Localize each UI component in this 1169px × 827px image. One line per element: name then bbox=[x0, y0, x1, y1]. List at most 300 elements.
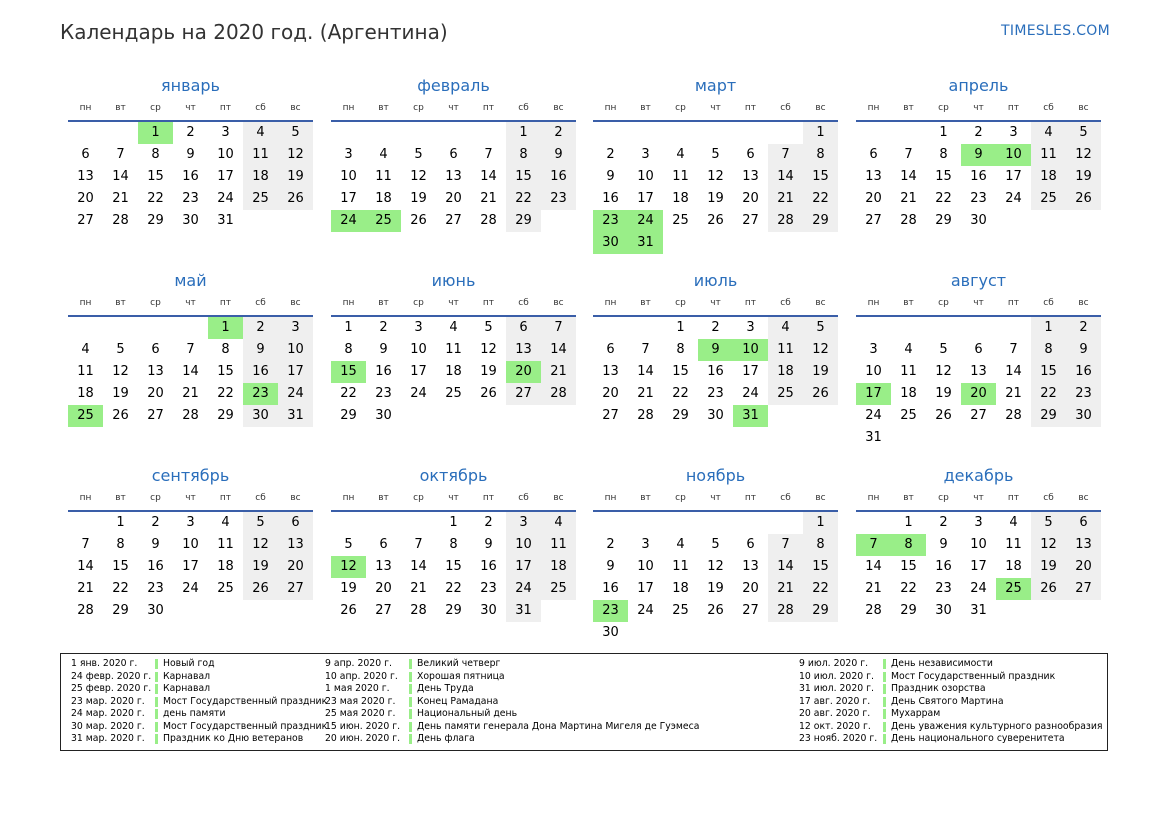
weekday-label: пн bbox=[867, 298, 880, 308]
weekday-label: пн bbox=[342, 493, 355, 503]
day-cell: 15 bbox=[112, 559, 129, 574]
legend-column bbox=[799, 658, 1103, 746]
day-cell: 12 bbox=[803, 339, 838, 361]
holiday-marker bbox=[155, 659, 158, 669]
empty-cell bbox=[768, 122, 803, 144]
weekday-label: чт bbox=[448, 298, 459, 308]
day-cell: 19 bbox=[340, 581, 357, 596]
day-cell: 29 bbox=[935, 213, 952, 228]
legend-date: 20 июн. 2020 г. bbox=[325, 733, 401, 744]
day-cell: 14 bbox=[182, 364, 199, 379]
day-cell: 16 bbox=[182, 169, 199, 184]
weekday-label: чт bbox=[710, 298, 721, 308]
holiday-marker bbox=[155, 697, 158, 707]
weekday-label: сб bbox=[518, 493, 529, 503]
day-cell: 9 bbox=[484, 537, 493, 552]
day-cell: 4 bbox=[676, 147, 685, 162]
legend-row bbox=[325, 733, 699, 746]
day-cell: 12 bbox=[410, 169, 427, 184]
day-cell: 26 bbox=[278, 188, 313, 210]
legend-holiday-name: День национального суверенитета bbox=[891, 733, 1065, 744]
empty-cell bbox=[103, 317, 138, 339]
day-cell: 30 bbox=[602, 625, 619, 640]
day-cell: 1 bbox=[904, 515, 913, 530]
day-cell: 19 bbox=[707, 191, 724, 206]
legend-holiday-name: Великий четверг bbox=[417, 658, 501, 669]
weekday-header bbox=[593, 490, 838, 507]
empty-cell bbox=[436, 122, 471, 144]
day-cell: 4 bbox=[379, 147, 388, 162]
day-cell: 13 bbox=[1066, 534, 1101, 556]
day-cell: 9 bbox=[541, 144, 576, 166]
day-cell: 5 bbox=[243, 512, 278, 534]
day-cell: 27 bbox=[147, 408, 164, 423]
day-cell: 8 bbox=[506, 144, 541, 166]
holiday-day-cell: 7 bbox=[856, 534, 891, 556]
legend-row bbox=[799, 733, 1103, 746]
day-cell: 11 bbox=[375, 169, 392, 184]
day-cell: 10 bbox=[340, 169, 357, 184]
day-cell: 25 bbox=[900, 408, 917, 423]
day-cell: 4 bbox=[243, 122, 278, 144]
holiday-day-cell: 23 bbox=[243, 383, 278, 405]
day-cell: 6 bbox=[379, 537, 388, 552]
weekday-label: сб bbox=[1043, 103, 1054, 113]
month-name: май bbox=[174, 271, 207, 290]
empty-cell bbox=[926, 317, 961, 339]
day-cell: 27 bbox=[77, 213, 94, 228]
day-cell: 24 bbox=[278, 383, 313, 405]
day-cell: 11 bbox=[1031, 144, 1066, 166]
weekday-header bbox=[856, 295, 1101, 312]
legend-date: 25 февр. 2020 г. bbox=[71, 683, 152, 694]
day-cell: 13 bbox=[602, 364, 619, 379]
day-cell: 2 bbox=[939, 515, 948, 530]
day-cell: 21 bbox=[768, 188, 803, 210]
day-cell: 30 bbox=[970, 213, 987, 228]
legend-column bbox=[325, 658, 699, 746]
empty-cell bbox=[103, 122, 138, 144]
day-cell: 15 bbox=[147, 169, 164, 184]
weekday-label: вт bbox=[378, 103, 389, 113]
day-cell: 27 bbox=[742, 603, 759, 618]
day-cell: 6 bbox=[449, 147, 458, 162]
day-cell: 25 bbox=[768, 383, 803, 405]
day-cell: 15 bbox=[900, 559, 917, 574]
weekday-label: чт bbox=[448, 103, 459, 113]
day-cell: 16 bbox=[602, 191, 619, 206]
month-name: февраль bbox=[417, 76, 490, 95]
empty-cell bbox=[733, 122, 768, 144]
day-cell: 25 bbox=[445, 386, 462, 401]
weekday-label: вт bbox=[115, 103, 126, 113]
day-cell: 26 bbox=[803, 383, 838, 405]
holiday-day-cell: 25 bbox=[996, 578, 1031, 600]
empty-cell bbox=[698, 122, 733, 144]
day-cell: 2 bbox=[186, 125, 195, 140]
weekday-label: сб bbox=[255, 298, 266, 308]
day-cell: 10 bbox=[217, 147, 234, 162]
day-cell: 29 bbox=[1031, 405, 1066, 427]
day-cell: 14 bbox=[77, 559, 94, 574]
day-cell: 10 bbox=[637, 559, 654, 574]
day-cell: 5 bbox=[484, 320, 493, 335]
day-cell: 16 bbox=[707, 364, 724, 379]
holiday-marker bbox=[409, 709, 412, 719]
day-cell: 12 bbox=[707, 169, 724, 184]
day-cell: 23 bbox=[970, 191, 987, 206]
weekday-label: пт bbox=[1007, 103, 1020, 113]
day-cell: 31 bbox=[506, 600, 541, 622]
day-cell: 22 bbox=[803, 188, 838, 210]
day-cell: 15 bbox=[506, 166, 541, 188]
legend-date: 23 мая 2020 г. bbox=[325, 695, 396, 707]
day-cell: 26 bbox=[935, 408, 952, 423]
weekday-label: чт bbox=[185, 493, 196, 503]
legend-holiday-name: Праздник ко Дню ветеранов bbox=[163, 733, 304, 744]
day-cell: 15 bbox=[1031, 361, 1066, 383]
holiday-day-cell: 20 bbox=[961, 383, 996, 405]
legend-date: 31 мар. 2020 г. bbox=[71, 733, 145, 744]
empty-cell bbox=[628, 512, 663, 534]
month-calendar bbox=[593, 465, 838, 644]
day-cell: 11 bbox=[541, 534, 576, 556]
legend-holiday-name: Новый год bbox=[163, 658, 215, 669]
empty-cell bbox=[173, 317, 208, 339]
month-name: апрель bbox=[948, 76, 1009, 95]
empty-cell bbox=[733, 512, 768, 534]
day-cell: 8 bbox=[1031, 339, 1066, 361]
empty-cell bbox=[331, 122, 366, 144]
empty-cell bbox=[891, 122, 926, 144]
day-cell: 17 bbox=[340, 191, 357, 206]
weekday-label: вт bbox=[640, 493, 651, 503]
legend-row bbox=[71, 683, 327, 696]
legend-holiday-name: Мухаррам bbox=[891, 708, 941, 719]
day-cell: 17 bbox=[742, 364, 759, 379]
month-name: сентябрь bbox=[151, 466, 230, 485]
day-cell: 2 bbox=[151, 515, 160, 530]
weekday-label: сб bbox=[518, 298, 529, 308]
day-cell: 21 bbox=[410, 581, 427, 596]
day-cell: 11 bbox=[217, 537, 234, 552]
day-cell: 28 bbox=[768, 210, 803, 232]
day-cell: 12 bbox=[707, 559, 724, 574]
day-cell: 29 bbox=[803, 600, 838, 622]
day-cell: 27 bbox=[865, 213, 882, 228]
day-cell: 4 bbox=[541, 512, 576, 534]
legend-row bbox=[325, 683, 699, 696]
day-cell: 30 bbox=[707, 408, 724, 423]
day-cell: 8 bbox=[151, 147, 160, 162]
weekday-label: пн bbox=[604, 298, 617, 308]
day-cell: 18 bbox=[541, 556, 576, 578]
day-cell: 26 bbox=[1066, 188, 1101, 210]
month-calendar bbox=[856, 465, 1101, 622]
day-cell: 21 bbox=[900, 191, 917, 206]
weekday-header bbox=[331, 100, 576, 117]
legend-holiday-name: День Труда bbox=[417, 683, 474, 694]
day-cell: 7 bbox=[904, 147, 913, 162]
day-cell: 1 bbox=[506, 122, 541, 144]
weekday-label: сб bbox=[1043, 493, 1054, 503]
site-logo-text[interactable]: TIMESLES.COM bbox=[1001, 23, 1110, 39]
legend-holiday-name: Мост Государственный праздник bbox=[891, 670, 1056, 682]
day-cell: 14 bbox=[865, 559, 882, 574]
legend-date: 10 апр. 2020 г. bbox=[325, 670, 398, 682]
day-cell: 22 bbox=[1031, 383, 1066, 405]
legend-date: 30 мар. 2020 г. bbox=[71, 720, 145, 732]
day-cell: 24 bbox=[865, 408, 882, 423]
legend-row bbox=[799, 708, 1103, 721]
month-calendar bbox=[331, 465, 576, 622]
day-cell: 19 bbox=[410, 191, 427, 206]
day-cell: 25 bbox=[672, 213, 689, 228]
empty-cell bbox=[331, 512, 366, 534]
weekday-label: сб bbox=[255, 103, 266, 113]
holiday-marker bbox=[883, 722, 886, 732]
day-cell: 17 bbox=[217, 169, 234, 184]
day-cell: 16 bbox=[243, 361, 278, 383]
day-cell: 17 bbox=[506, 556, 541, 578]
legend-date: 31 июл. 2020 г. bbox=[799, 683, 874, 694]
day-cell: 7 bbox=[641, 342, 650, 357]
legend-row bbox=[325, 721, 699, 734]
day-cell: 23 bbox=[935, 581, 952, 596]
weekday-header bbox=[68, 295, 313, 312]
day-cell: 12 bbox=[243, 534, 278, 556]
day-cell: 29 bbox=[672, 408, 689, 423]
legend-row bbox=[799, 683, 1103, 696]
day-cell: 20 bbox=[742, 581, 759, 596]
weekday-label: вс bbox=[290, 103, 301, 113]
legend-row bbox=[325, 658, 699, 671]
day-cell: 29 bbox=[803, 210, 838, 232]
legend-date: 24 февр. 2020 г. bbox=[71, 670, 152, 682]
weekday-label: сб bbox=[255, 493, 266, 503]
empty-cell bbox=[768, 512, 803, 534]
day-cell: 20 bbox=[375, 581, 392, 596]
day-cell: 16 bbox=[970, 169, 987, 184]
weekday-label: вс bbox=[290, 298, 301, 308]
day-cell: 11 bbox=[1005, 537, 1022, 552]
weekday-label: чт bbox=[710, 103, 721, 113]
day-cell: 8 bbox=[449, 537, 458, 552]
weekday-header bbox=[331, 295, 576, 312]
day-cell: 11 bbox=[672, 169, 689, 184]
day-cell: 4 bbox=[221, 515, 230, 530]
weekday-label: пн bbox=[79, 493, 92, 503]
day-cell: 10 bbox=[506, 534, 541, 556]
legend-row bbox=[71, 696, 327, 709]
day-cell: 25 bbox=[217, 581, 234, 596]
day-cell: 19 bbox=[707, 581, 724, 596]
day-cell: 22 bbox=[340, 386, 357, 401]
day-cell: 20 bbox=[865, 191, 882, 206]
day-cell: 26 bbox=[243, 578, 278, 600]
weekday-label: чт bbox=[710, 493, 721, 503]
day-cell: 4 bbox=[676, 537, 685, 552]
day-cell: 28 bbox=[182, 408, 199, 423]
legend-date: 12 окт. 2020 г. bbox=[799, 720, 871, 732]
day-cell: 3 bbox=[641, 537, 650, 552]
day-cell: 22 bbox=[935, 191, 952, 206]
weekday-label: чт bbox=[973, 493, 984, 503]
day-cell: 23 bbox=[707, 386, 724, 401]
month-name: март bbox=[694, 76, 737, 95]
empty-cell bbox=[628, 317, 663, 339]
day-cell: 1 bbox=[344, 320, 353, 335]
day-cell: 10 bbox=[278, 339, 313, 361]
legend-row bbox=[799, 671, 1103, 684]
day-cell: 9 bbox=[606, 559, 615, 574]
weekday-label: вс bbox=[1078, 493, 1089, 503]
day-cell: 13 bbox=[970, 364, 987, 379]
day-cell: 7 bbox=[484, 147, 493, 162]
day-cell: 7 bbox=[81, 537, 90, 552]
legend-date: 17 авг. 2020 г. bbox=[799, 695, 871, 707]
weekday-header bbox=[68, 100, 313, 117]
holiday-marker bbox=[155, 672, 158, 682]
weekday-label: пт bbox=[482, 103, 495, 113]
day-cell: 28 bbox=[480, 213, 497, 228]
day-cell: 8 bbox=[676, 342, 685, 357]
empty-cell bbox=[366, 122, 401, 144]
day-cell: 5 bbox=[344, 537, 353, 552]
day-cell: 23 bbox=[375, 386, 392, 401]
empty-cell bbox=[891, 317, 926, 339]
day-cell: 19 bbox=[1066, 166, 1101, 188]
day-cell: 25 bbox=[1031, 188, 1066, 210]
day-cell: 1 bbox=[676, 320, 685, 335]
day-cell: 7 bbox=[116, 147, 125, 162]
day-cell: 9 bbox=[151, 537, 160, 552]
day-cell: 13 bbox=[375, 559, 392, 574]
day-cell: 12 bbox=[480, 342, 497, 357]
day-cell: 2 bbox=[484, 515, 493, 530]
day-cell: 20 bbox=[742, 191, 759, 206]
day-cell: 23 bbox=[147, 581, 164, 596]
day-cell: 5 bbox=[711, 537, 720, 552]
day-cell: 23 bbox=[1066, 383, 1101, 405]
day-cell: 28 bbox=[541, 383, 576, 405]
day-cell: 3 bbox=[414, 320, 423, 335]
legend-holiday-name: Праздник озорства bbox=[891, 683, 986, 694]
legend-holiday-name: Мост Государственный праздник bbox=[163, 720, 328, 732]
day-cell: 21 bbox=[112, 191, 129, 206]
day-grid bbox=[856, 317, 1101, 449]
empty-cell bbox=[471, 122, 506, 144]
month-calendar bbox=[68, 75, 313, 232]
day-cell: 30 bbox=[1066, 405, 1101, 427]
weekday-label: вт bbox=[115, 298, 126, 308]
day-cell: 17 bbox=[278, 361, 313, 383]
day-cell: 22 bbox=[445, 581, 462, 596]
empty-cell bbox=[68, 122, 103, 144]
holiday-legend bbox=[60, 653, 1108, 751]
day-cell: 3 bbox=[278, 317, 313, 339]
weekday-label: пн bbox=[867, 103, 880, 113]
month-calendar bbox=[856, 270, 1101, 449]
month-calendar bbox=[856, 75, 1101, 232]
holiday-day-cell: 1 bbox=[138, 122, 173, 144]
weekday-label: пт bbox=[744, 298, 757, 308]
empty-cell bbox=[68, 317, 103, 339]
day-cell: 6 bbox=[869, 147, 878, 162]
day-cell: 8 bbox=[939, 147, 948, 162]
weekday-header bbox=[68, 490, 313, 507]
holiday-day-cell: 20 bbox=[506, 361, 541, 383]
day-cell: 2 bbox=[606, 147, 615, 162]
month-calendar bbox=[593, 75, 838, 254]
weekday-label: ср bbox=[150, 298, 161, 308]
legend-date: 20 авг. 2020 г. bbox=[799, 708, 871, 719]
holiday-marker bbox=[155, 684, 158, 694]
weekday-label: вт bbox=[903, 298, 914, 308]
weekday-label: пт bbox=[1007, 298, 1020, 308]
day-cell: 5 bbox=[278, 122, 313, 144]
day-cell: 28 bbox=[768, 600, 803, 622]
day-cell: 26 bbox=[340, 603, 357, 618]
day-cell: 1 bbox=[116, 515, 125, 530]
day-cell: 6 bbox=[974, 342, 983, 357]
day-cell: 17 bbox=[637, 581, 654, 596]
weekday-header bbox=[593, 100, 838, 117]
day-cell: 5 bbox=[116, 342, 125, 357]
day-cell: 18 bbox=[768, 361, 803, 383]
holiday-marker bbox=[155, 734, 158, 744]
day-cell: 3 bbox=[869, 342, 878, 357]
day-cell: 6 bbox=[606, 342, 615, 357]
day-cell: 18 bbox=[1005, 559, 1022, 574]
month-calendar bbox=[68, 270, 313, 427]
day-cell: 10 bbox=[410, 342, 427, 357]
day-cell: 8 bbox=[803, 534, 838, 556]
legend-row bbox=[71, 708, 327, 721]
day-cell: 27 bbox=[1066, 578, 1101, 600]
holiday-day-cell: 31 bbox=[733, 405, 768, 427]
day-cell: 29 bbox=[445, 603, 462, 618]
legend-row bbox=[799, 658, 1103, 671]
day-cell: 2 bbox=[541, 122, 576, 144]
day-grid bbox=[856, 122, 1101, 232]
day-cell: 30 bbox=[147, 603, 164, 618]
day-cell: 19 bbox=[278, 166, 313, 188]
legend-date: 9 июл. 2020 г. bbox=[799, 658, 869, 669]
empty-cell bbox=[593, 512, 628, 534]
holiday-day-cell: 23 bbox=[593, 600, 628, 622]
day-cell: 16 bbox=[541, 166, 576, 188]
day-cell: 14 bbox=[541, 339, 576, 361]
weekday-label: ср bbox=[150, 103, 161, 113]
day-cell: 6 bbox=[1066, 512, 1101, 534]
day-cell: 24 bbox=[742, 386, 759, 401]
legend-row bbox=[799, 721, 1103, 734]
weekday-label: вт bbox=[115, 493, 126, 503]
holiday-marker bbox=[883, 697, 886, 707]
day-cell: 13 bbox=[445, 169, 462, 184]
weekday-label: чт bbox=[448, 493, 459, 503]
month-name: ноябрь bbox=[685, 466, 746, 485]
day-cell: 3 bbox=[344, 147, 353, 162]
day-cell: 11 bbox=[77, 364, 94, 379]
day-cell: 2 bbox=[379, 320, 388, 335]
weekday-label: вс bbox=[553, 493, 564, 503]
day-cell: 20 bbox=[1066, 556, 1101, 578]
weekday-header bbox=[856, 490, 1101, 507]
day-cell: 14 bbox=[768, 556, 803, 578]
day-cell: 17 bbox=[410, 364, 427, 379]
